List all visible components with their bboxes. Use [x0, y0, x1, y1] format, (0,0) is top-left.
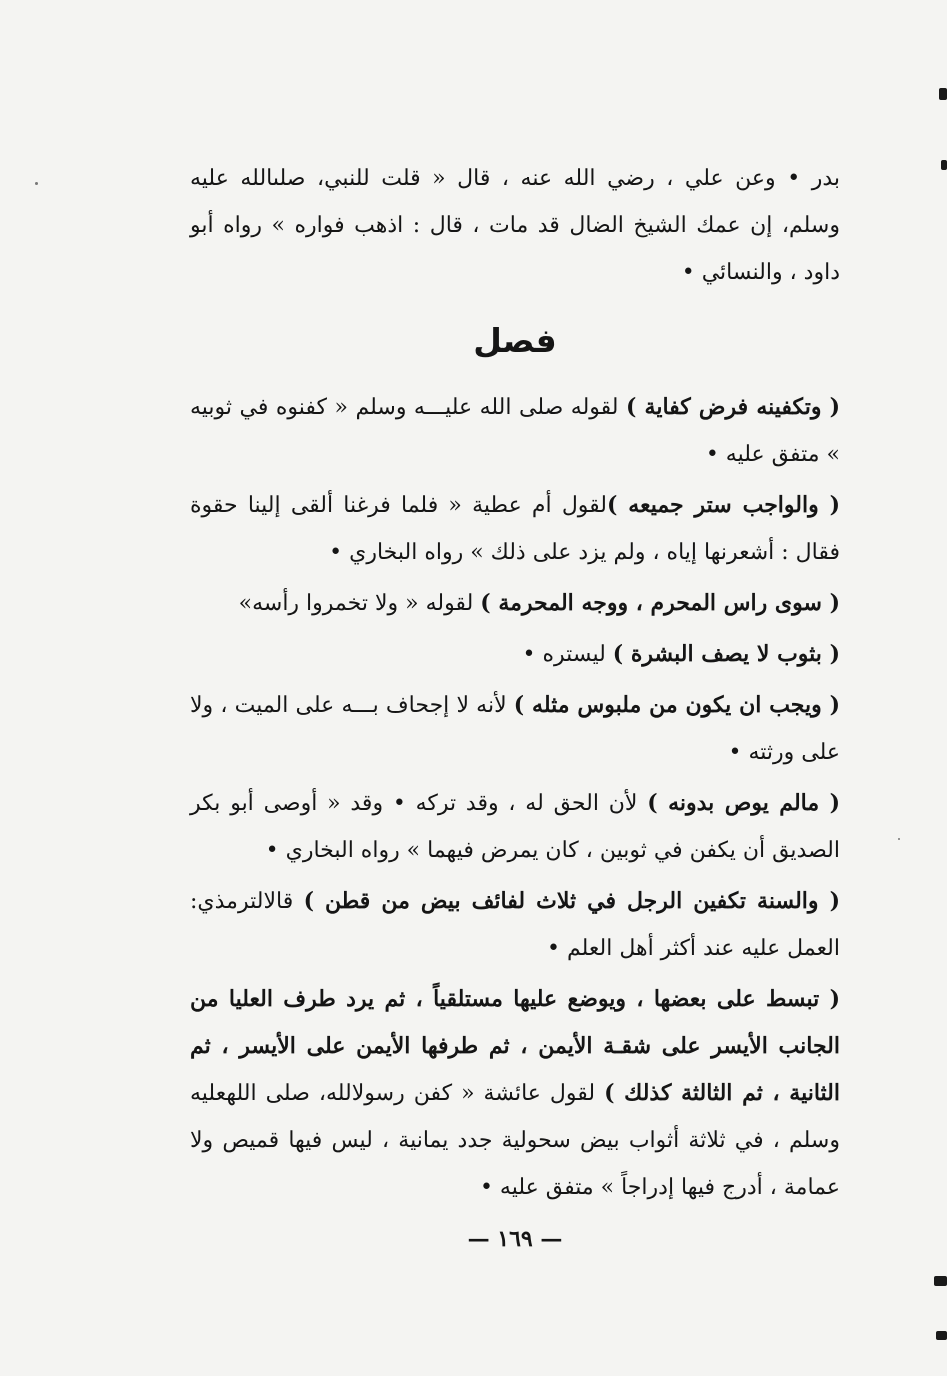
section-heading: فصل	[473, 321, 557, 360]
paragraph-8	[190, 976, 840, 1211]
document-page	[190, 155, 840, 1255]
paragraph-4-text: ليستره •	[522, 642, 613, 667]
paragraph-1-bold: ( وتكفينه فرض كفاية )	[625, 394, 841, 420]
paragraph-8-text: لقول عائشة « كفن رسولالله، صلى اللهعليه وسلم ، في ثلاثة أثواب بيض سحولية جدد يمانية ، ليس فيها قميص ولا عمامة ، أدرج فيها إدراجاً » متفق عليه •	[190, 1081, 840, 1200]
paragraph-7	[190, 878, 840, 972]
paragraph-3-text: لقوله « ولا تخمروا رأسه»	[238, 591, 481, 616]
paragraph-2-bold: ( والواجب ستر جميعه )	[607, 492, 840, 518]
intro-text: بدر • وعن علي ، رضي الله عنه ، قال « قلت للنبي، صلىالله عليه وسلم، إن عمك الشيخ الضال قد مات ، قال : اذهب فواره » رواه أبو داود ، والنسائي •	[190, 166, 840, 285]
paragraph-5-bold: ( ويجب ان يكون من ملبوس مثله )	[513, 692, 840, 718]
paragraph-1	[190, 384, 840, 478]
paragraph-1-text: لقوله صلى الله عليـــه وسلم « كفنوه في ثوبيه » متفق عليه •	[190, 395, 840, 467]
paragraph-3	[190, 580, 840, 627]
paragraph-3-bold: ( سوى راس المحرم ، ووجه المحرمة )	[480, 590, 840, 616]
paragraph-7-bold: ( والسنة تكفين الرجل في ثلاث لفائف بيض من قطن )	[303, 888, 840, 914]
scan-edge-mark	[939, 88, 947, 100]
scan-edge-mark	[936, 1331, 947, 1340]
scan-edge-mark	[934, 1276, 947, 1286]
paragraph-4	[190, 631, 840, 678]
paragraph-8-bold: ( تبسط على بعضها ، ويوضع عليها مستلقياً ، ثم يرد طرف العليا من الجانب الأيسر على شقـة الأيمن ، ثم طرفها الأيمن على الأيسر ، ثم الثانية ، ثم الثالثة كذلك )	[190, 986, 840, 1106]
page-number: — ١٦٩ —	[467, 1226, 563, 1252]
paragraph-5	[190, 682, 840, 776]
paragraph-7-text: قالالترمذي: العمل عليه عند أكثر أهل العلم •	[190, 889, 840, 961]
intro-paragraph	[190, 155, 840, 296]
scan-speck	[898, 838, 900, 840]
paragraph-6-bold: ( مالم يوص بدونه )	[647, 790, 840, 816]
paragraph-4-bold: ( بثوب لا يصف البشرة )	[612, 641, 840, 667]
paragraph-2	[190, 482, 840, 576]
paragraph-2-text: لقول أم عطية « فلما فرغنا ألقى إلينا حقوة فقال : أشعرنها إياه ، ولم يزد على ذلك » رواه البخاري •	[190, 493, 840, 565]
paragraph-6	[190, 780, 840, 874]
scan-speck	[35, 182, 38, 185]
paragraph-6-text: لأن الحق له ، وقد تركه • وقد « أوصى أبو بكر الصديق أن يكفن في ثوبين ، كان يمرض فيهما » رواه البخاري •	[190, 791, 840, 863]
scan-edge-mark	[941, 160, 947, 170]
paragraph-5-text: لأنه لا إجحاف بـــه على الميت ، ولا على ورثته •	[190, 693, 840, 765]
